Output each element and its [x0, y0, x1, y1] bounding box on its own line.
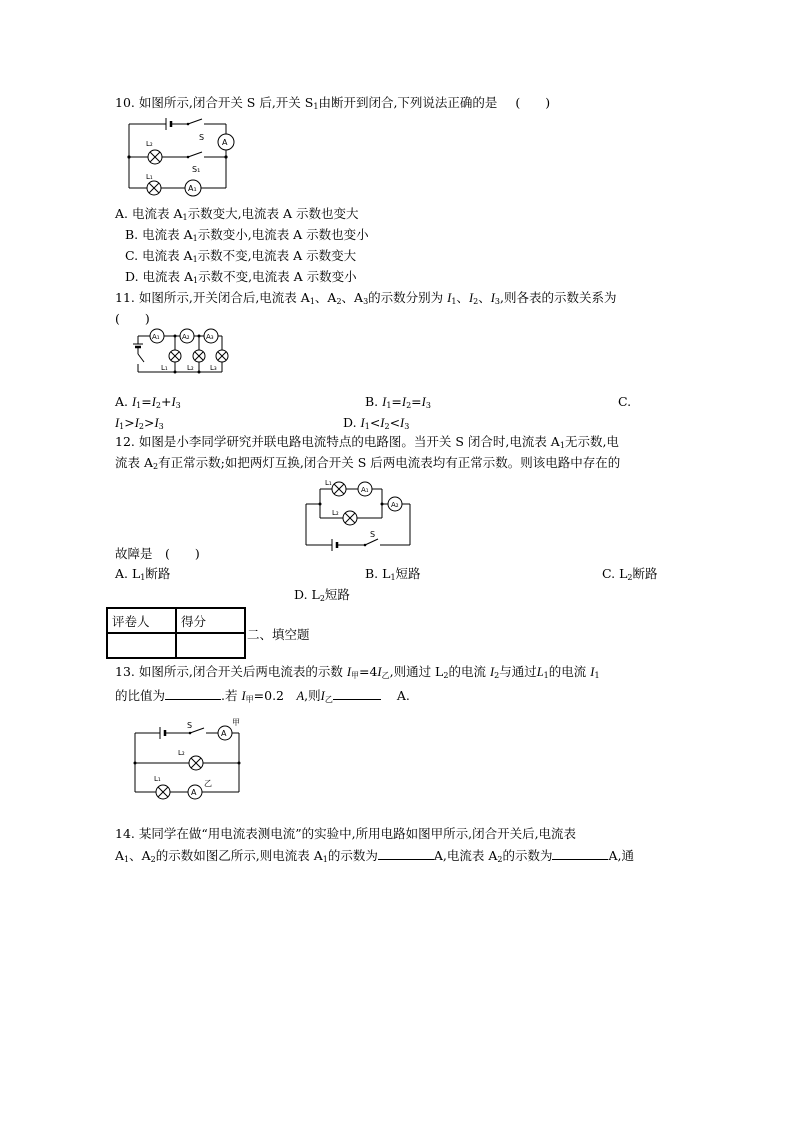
grade-table-reviewer-header: 评卷人: [107, 608, 176, 633]
q11-label-a3: A₃: [206, 333, 214, 341]
q10-option-b[interactable]: B. 电流表 $A_1$示数变小,电流表 A 示数也变小: [125, 227, 369, 243]
q12-stem-line3: 故障是 ( ): [115, 546, 200, 561]
grade-table-score-header: 得分: [176, 608, 245, 633]
q12-label-l2: L₂: [332, 509, 339, 517]
q10-label-switch1: S₁: [192, 165, 201, 174]
q11-circuit-diagram: [130, 328, 238, 378]
q14-blank-a2[interactable]: [552, 847, 608, 860]
q11-label-a2: A₂: [182, 333, 190, 341]
q10-option-d[interactable]: D. 电流表 $A_1$示数不变,电流表 A 示数变小: [125, 269, 357, 285]
q13-label-a-yi: A: [191, 788, 197, 797]
q13-label-a-jia: A: [221, 729, 227, 738]
q12-stem-line1: 12. 如图是小李同学研究并联电路电流特点的电路图。当开关 S 闭合时,电流表 $A_1$无示数,电: [115, 434, 619, 450]
q10-circuit-diagram: [126, 116, 238, 202]
q12-label-a1: A₁: [361, 486, 369, 494]
section-heading-fill-in: 二、填空题: [247, 627, 310, 642]
q11-option-d[interactable]: D. $I_1<I_2<I_3$: [343, 415, 410, 431]
q11-label-l1: L₁: [161, 364, 168, 372]
q12-label-s: S: [370, 530, 376, 539]
q12-label-l1: L₁: [325, 479, 332, 487]
q11-label-l2: L₂: [187, 364, 194, 372]
q11-label-a1: A₁: [152, 333, 160, 341]
grade-table-score-cell[interactable]: [176, 633, 245, 658]
q13-stem-line2: 的比值为 .若 $I_甲=0.2$ A,则$I_乙$ A.: [115, 688, 410, 704]
q10-option-c[interactable]: C. 电流表 $A_1$示数不变,电流表 A 示数变大: [125, 248, 357, 264]
q10-option-a[interactable]: A. 电流表 $A_1$示数变大,电流表 A 示数也变大: [115, 206, 359, 222]
q14-blank-a1[interactable]: [378, 847, 434, 860]
q11-option-c[interactable]: $I_1>I_2>I_3$: [115, 415, 164, 431]
q13-label-yi: 乙: [204, 779, 212, 788]
q11-option-c-label[interactable]: C.: [618, 394, 632, 409]
q12-circuit-diagram: [300, 478, 415, 550]
q10-label-switch: S: [199, 133, 205, 142]
q12-option-a[interactable]: A. $L_1$断路: [115, 566, 171, 582]
q10-label-ammeter: A: [222, 138, 228, 147]
q13-label-l1: L₁: [154, 775, 161, 783]
q11-stem: 11. 如图所示,开关闭合后,电流表 $A_1$、$A_2$、$A_3$的示数分别为 $I_1$、$I_2$、$I_3$,则各表的示数关系为: [115, 290, 617, 306]
q13-circuit-diagram: [132, 718, 244, 798]
q10-stem: 10. 如图所示,闭合开关 S 后,开关 $S_1$由断开到闭合,下列说法正确的是 ( ): [115, 95, 551, 111]
q13-stem-line1: 13. 如图所示,闭合开关后两电流表的示数 $I_甲=4I_乙$,则通过 $L_2$的电流 $I_2$与通过$L_1$的电流 $I_1$: [115, 664, 600, 680]
q13-label-s: S: [187, 721, 193, 730]
grade-table: [106, 607, 246, 659]
q10-label-lamp2: L₂: [146, 140, 153, 148]
q13-blank-current[interactable]: [333, 687, 381, 700]
q12-option-c[interactable]: C. $L_2$断路: [602, 566, 658, 582]
grade-table-reviewer-cell[interactable]: [107, 633, 176, 658]
q14-stem-line1: 14. 某同学在做“用电流表测电流”的实验中,所用电路如图甲所示,闭合开关后,电流表: [115, 826, 577, 841]
q14-stem-line2: $A_1$、$A_2$的示数如图乙所示,则电流表 $A_1$的示数为 A,电流表 $A_2$的示数为 A,通: [115, 848, 634, 864]
q13-blank-ratio[interactable]: [165, 687, 221, 700]
q11-paren: ( ): [115, 311, 150, 326]
q12-stem-line2: 流表 $A_2$有正常示数;如把两灯互换,闭合开关 S 后两电流表均有正常示数。则该电路中存在的: [115, 455, 621, 471]
q12-option-d[interactable]: D. $L_2$短路: [294, 587, 350, 603]
q12-label-a2: A₂: [391, 501, 399, 509]
q13-label-l2: L₂: [178, 749, 185, 757]
q10-label-lamp1: L₁: [146, 173, 153, 181]
q13-label-jia: 甲: [232, 718, 240, 727]
q11-label-l3: L₃: [210, 364, 217, 372]
q10-label-ammeter1: A₁: [188, 184, 197, 193]
q12-option-b[interactable]: B. $L_1$短路: [365, 566, 421, 582]
q11-option-b[interactable]: B. $I_1=I_2=I_3$: [365, 394, 431, 410]
q11-option-a[interactable]: A. $I_1=I_2+I_3$: [115, 394, 181, 410]
